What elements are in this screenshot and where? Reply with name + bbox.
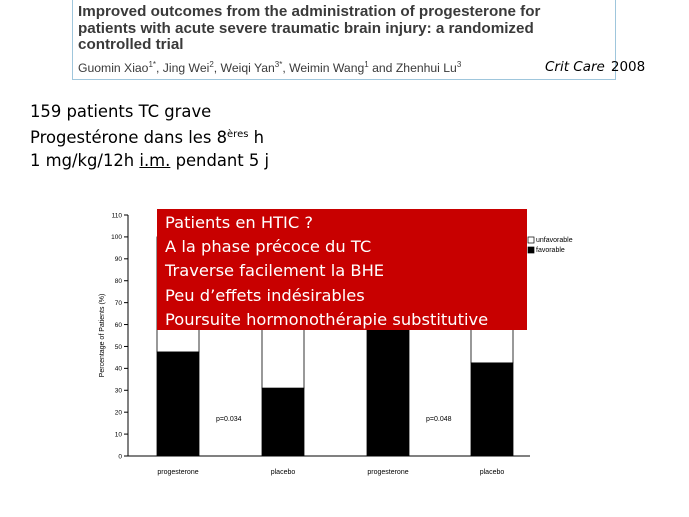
author-4: Weimin Wang$^1$ xyxy=(289,60,369,76)
y-tick-label: 40 xyxy=(114,365,122,373)
callout-item-htic: Patients en HTIC ? xyxy=(165,213,314,232)
y-tick-label: 20 xyxy=(114,409,122,417)
author-3: Weiqi Yan$^{3*}$ xyxy=(220,60,283,76)
callout-item-hormone-therapy: Poursuite hormonothérapie substitutive xyxy=(165,309,489,329)
y-tick-label: 90 xyxy=(114,256,122,264)
bar-favorable-0 xyxy=(157,352,199,456)
callout-item-early-phase: A la phase précoce du TC xyxy=(165,237,372,257)
y-tick-label: 60 xyxy=(114,321,122,329)
paper-authors: Guomin Xiao$^{1*}$, Jing Wei$^2$, Weiqi Yan$^{3*}$, Weimin Wang$^1$ and Zhenhui Lu$^3$ xyxy=(78,60,462,76)
x-tick-label: progesterone xyxy=(157,469,199,476)
legend-label-unfavorable: unfavorable xyxy=(536,237,573,244)
callout-item-side-effects: Peu d’effets indésirables xyxy=(165,285,365,305)
y-tick-label: 50 xyxy=(114,343,122,351)
summary-line-dosage: 1 mg/kg/12h i.m. pendant 5 j xyxy=(30,151,270,170)
publication-year: 2008 xyxy=(610,59,646,75)
p-value-annotation: p=0.034 xyxy=(216,416,242,423)
legend-swatch-unfavorable xyxy=(528,237,534,243)
author-5: Zhenhui Lu$^3$ xyxy=(395,60,462,76)
journal-name: Crit Care xyxy=(545,59,605,75)
x-tick-label: progesterone xyxy=(367,469,409,476)
callout-item-bbb: Traverse facilement la BHE xyxy=(165,261,385,281)
p-value-annotation: p=0.048 xyxy=(426,416,452,423)
y-tick-label: 10 xyxy=(114,431,122,439)
author-2: Jing Wei$^2$ xyxy=(162,60,214,76)
legend-label-favorable: favorable xyxy=(536,247,565,254)
x-tick-label: placebo xyxy=(479,469,505,476)
callout-box xyxy=(157,209,527,330)
bar-favorable-1 xyxy=(262,388,304,456)
paper-title: Improved outcomes from the administration of progesterone for patients with acute severe traumatic brain injury: a randomized controlled trial xyxy=(78,3,541,53)
author-1: Guomin Xiao$^{1*}$ xyxy=(78,60,157,76)
bar-favorable-2 xyxy=(367,328,409,456)
y-tick-label: 70 xyxy=(114,299,122,307)
bar-favorable-3 xyxy=(471,363,513,456)
x-tick-label: placebo xyxy=(270,469,296,476)
summary-line-timing: Progestérone dans les 8ères h xyxy=(30,128,265,147)
summary-line-patients: 159 patients TC grave xyxy=(30,102,212,121)
y-tick-label: 80 xyxy=(114,278,122,286)
y-axis-label: Percentage of Patients (%) xyxy=(99,293,106,378)
y-tick-label: 110 xyxy=(111,212,122,220)
legend-swatch-favorable xyxy=(528,247,534,253)
y-tick-label: 100 xyxy=(111,234,122,242)
y-tick-label: 0 xyxy=(118,453,122,461)
y-tick-label: 30 xyxy=(114,387,122,395)
